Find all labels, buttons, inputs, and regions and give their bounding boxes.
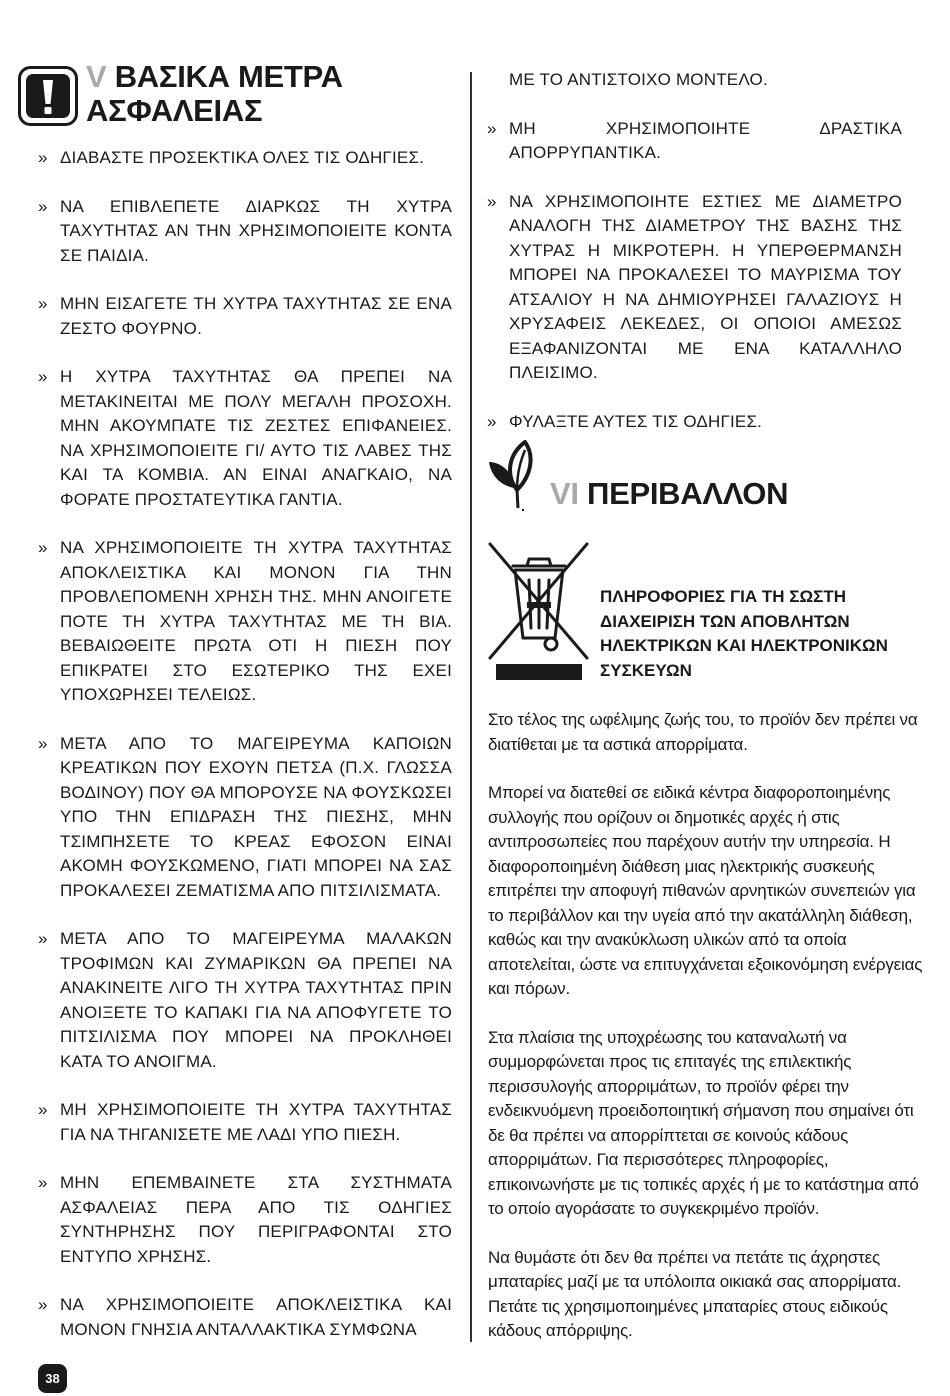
bullet-marker: » (38, 538, 48, 557)
bullet-item (38, 1171, 452, 1269)
bullet-text: Η ΧΥΤΡΑ ΤΑΧΥΤΗΤΑΣ ΘΑ ΠΡΕΠΕΙ ΝΑ ΜΕΤΑΚΙΝΕΙΤΑΙ ΜΕ ΠΟΛΥ ΜΕΓΑΛΗ ΠΡΟΣΟΧΗ. ΜΗΝ ΑΚΟΥΜΠΑΤΕ ΤΙΣ ΖΕΣΤΕΣ ΕΠΙΦΑΝΕΙΕΣ. ΝΑ ΧΡΗΣΙΜΟΠΟΙΕΙΤΕ ΓΙ/ ΑΥΤΟ ΤΙΣ ΛΑΒΕΣ ΤΗΣ ΚΑΙ ΤΑ ΚΟΜΒΙΑ. ΑΝ ΕΙΝΑΙ ΑΝΑΓΚΑΙΟ, ΝΑ ΦΟΡΑΤΕ ΠΡΟΣΤΑΤΕΥΤΙΚΑ ΓΑΝΤΙΑ. (60, 367, 452, 509)
bullet-item (38, 732, 452, 904)
bullet-item (38, 1293, 452, 1342)
bullet-item (487, 117, 902, 166)
bullet-text: ΦΥΛΑΞΤΕ ΑΥΤΕΣ ΤΙΣ ΟΔΗΓΙΕΣ. (509, 411, 763, 431)
bullet-text: ΜΗ ΧΡΗΣΙΜΟΠΟΙΗΤΕ ΔΡΑΣΤΙΚΑ ΑΠΟΡΡΥΠΑΝΤΙΚΑ. (509, 118, 902, 162)
warning-exclamation-icon (18, 66, 78, 126)
paragraph: Να θυμάστε ότι δεν θα πρέπει να πετάτε τις άχρηστες μπαταρίες μαζί με τα υπόλοιπα οικιακά σας απορρίματα. Πετάτε τις χρησιμοποιημένες μπαταρίες στους ειδικούς κάδους απόρριψης. (488, 1247, 902, 1340)
bullet-marker: » (487, 118, 497, 138)
column-divider (470, 72, 472, 1342)
paragraph: Στα πλαίσια της υποχρέωσης του καταναλωτή να συμμορφώνεται προς τις επιταγές της επιλεκτικής περισσυλογής απορριμάτων, το προϊόν φέρει την ενδεικνυόμενη προειδοποιητική σήμανση που σημαίνει ότι δε θα πρέπει να απορρίπτεται σε κοινούς κάδους απορριμάτων. Για περισσότερες πληροφορίες, επικοινωνήστε με τις τοπικές αρχές ή με το κατάστημα από το οποίο αγοράσατε το συγκεκριμένο προϊόν. (488, 1027, 919, 1218)
page-number: 38 (38, 1364, 67, 1393)
environment-text (488, 708, 933, 1368)
bullet-item (38, 195, 452, 269)
bullet-marker: » (38, 196, 48, 216)
bullet-marker: » (38, 929, 48, 948)
crossed-out-bin-icon (487, 540, 591, 682)
bullet-item (487, 190, 902, 386)
bullet-item (38, 365, 452, 512)
weee-heading: ΠΛΗΡΟΦΟΡΙΕΣ ΓΙΑ ΤΗ ΣΩΣΤΗ ΔΙΑΧΕΙΡΙΣΗ ΤΩΝ ΑΠΟΒΛΗΤΩΝ ΗΛΕΚΤΡΙΚΩΝ ΚΑΙ ΗΛΕΚΤΡΟΝΙΚΩΝ ΣΥΣΚΕΥΩΝ (600, 587, 888, 680)
bullet-marker: » (38, 733, 48, 753)
bullet-text: ΜΕΤΑ ΑΠΟ ΤΟ ΜΑΓΕΙΡΕΥΜΑ ΚΑΠΟΙΩΝ ΚΡΕΑΤΙΚΩΝ ΠΟΥ ΕΧΟΥΝ ΠΕΤΣΑ (Π.Χ. ΓΛΩΣΣΑ ΒΟΔΙΝΟΥ) ΠΟΥ ΘΑ ΜΠΟΡΟΥΣΕ ΝΑ ΦΟΥΣΚΩΣΕΙ ΥΠΟ ΤΗΝ ΕΠΙΔΡΑΣΗ ΤΗΣ ΠΙΕΣΗΣ, ΜΗΝ ΤΣΙΜΠΗΣΕΤΕ ΤΟ ΚΡΕΑΣ ΕΦΟΣΟΝ ΕΙΝΑΙ ΑΚΟΜΗ ΦΟΥΣΚΩΜΕΝΟ, ΓΙΑΤΙ ΜΠΟΡΕΙ ΝΑ ΣΑΣ ΠΡΟΚΑΛΕΣΕΙ ΖΕΜΑΤΙΣΜΑ ΑΠΟ ΠΙΤΣΙΛΙΣΜΑΤΑ. (60, 733, 452, 900)
bullet-item (38, 927, 452, 1074)
bullet-marker: » (38, 1295, 48, 1314)
bullet-text: ΝΑ ΧΡΗΣΙΜΟΠΟΙΗΤΕ ΕΣΤΙΕΣ ΜΕ ΔΙΑΜΕΤΡΟ ΑΝΑΛΟΓΗ ΤΗΣ ΔΙΑΜΕΤΡΟΥ ΤΗΣ ΒΑΣΗΣ ΤΗΣ ΧΥΤΡΑΣ Η ΜΙΚΡΟΤΕΡΗ. Η ΥΠΕΡΘΕΡΜΑΝΣΗ ΜΠΟΡΕΙ ΝΑ ΠΡΟΚΑΛΕΣΕΙ ΤΟ ΜΑΥΡΙΣΜΑ ΤΟΥ ΑΤΣΑΛΙΟΥ Η ΝΑ ΔΗΜΙΟΥΡΗΣΕΙ ΓΑΛΑΖΙΟΥΣ Η ΧΡΥΣΑΦΕΙΣ ΛΕΚΕΔΕΣ, ΟΙ ΟΠΟΙΟΙ ΑΜΕΣΩΣ ΕΞΑΦΑΝΙΖΟΝΤΑΙ ΜΕ ΕΝΑ ΚΑΤΑΛΛΗΛΟ ΠΛΕΙΣΙΜΟ. (509, 191, 902, 382)
section-number: VI (550, 476, 579, 511)
bullet-text: ΝΑ ΧΡΗΣΙΜΟΠΟΙΕΙΤΕ ΑΠΟΚΛΕΙΣΤΙΚΑ ΚΑΙ ΜΟΝΟΝ ΓΝΗΣΙΑ ΑΝΤΑΛΛΑΚΤΙΚΑ ΣΥΜΦΩΝΑ (60, 1295, 452, 1339)
paragraph: Μπορεί να διατεθεί σε ειδικά κέντρα διαφοροποιημένης συλλογής που ορίζουν οι δημοτικές αρχές ή στις αντιπροσωπείες που παρέχουν αυτήν την υπηρεσία. Η διαφοροποιημένη διάθεση μιας ηλεκτρικής συσκευής επιτρέπει την αποφυγή πιθανών αρνητικών συνεπειών για το περιβάλλον και την υγεία από την ακατάλληλη διάθεση, καθώς και την ανακύκλωση υλικών από τα οποία αποτελείται, ώστε να επιτυγχάνεται εξοικονόμηση ενέργειας και πόρων. (488, 783, 923, 998)
bullet-text: ΜΗΝ ΕΠΕΜΒΑΙΝΕΤΕ ΣΤΑ ΣΥΣΤΗΜΑΤΑ ΑΣΦΑΛΕΙΑΣ ΠΕΡΑ ΑΠΟ ΤΙΣ ΟΔΗΓΙΕΣ ΣΥΝΤΗΡΗΣΗΣ ΠΟΥ ΠΕΡΙΓΡΑΦΟΝΤΑΙ ΣΤΟ ΕΝΤΥΠΟ ΧΡΗΣΗΣ. (60, 1173, 452, 1266)
section-title-safety (86, 60, 466, 128)
section-title-environment (550, 476, 788, 512)
bullet-item (38, 536, 452, 708)
leaf-icon (487, 440, 547, 512)
section-title-line2: ΑΣΦΑΛΕΙΑΣ (86, 93, 263, 128)
bullet-marker: » (38, 1173, 48, 1192)
bullet-marker: » (38, 294, 48, 313)
bullet-item (38, 146, 452, 171)
bullet-marker: » (487, 411, 497, 431)
bullet-text: ΝΑ ΧΡΗΣΙΜΟΠΟΙΕΙΤΕ ΤΗ ΧΥΤΡΑ ΤΑΧΥΤΗΤΑΣ ΑΠΟΚΛΕΙΣΤΙΚΑ ΚΑΙ ΜΟΝΟΝ ΓΙΑ ΤΗΝ ΠΡΟΒΛΕΠΟΜΕΝΗ ΧΡΗΣΗ ΤΗΣ. ΜΗΝ ΑΝΟΙΓΕΤΕ ΠΟΤΕ ΤΗ ΧΥΤΡΑ ΤΑΧΥΤΗΤΑΣ ΜΕ ΤΗ ΒΙΑ. ΒΕΒΑΙΩΘΕΙΤΕ ΠΡΩΤΑ ΟΤΙ Η ΠΙΕΣΗ ΠΟΥ ΕΠΙΚΡΑΤΕΙ ΣΤΟ ΕΣΩΤΕΡΙΚΟ ΤΗΣ ΕΧΕΙ ΥΠΟΧΩΡΗΣΕΙ ΤΕΛΕΙΩΣ. (60, 538, 452, 704)
section-title-text: ΠΕΡΙΒΑΛΛΟΝ (587, 476, 789, 511)
bullet-item (38, 1098, 452, 1147)
bullet-marker: » (38, 1100, 48, 1119)
bullet-item (38, 292, 452, 341)
right-column (487, 68, 902, 458)
bullet-text: ΜΗ ΧΡΗΣΙΜΟΠΟΙΕΙΤΕ ΤΗ ΧΥΤΡΑ ΤΑΧΥΤΗΤΑΣ ΓΙΑ ΝΑ ΤΗΓΑΝΙΣΕΤΕ ΜΕ ΛΑΔΙ ΥΠΟ ΠΙΕΣΗ. (60, 1100, 452, 1144)
bullet-marker: » (487, 191, 497, 211)
bullet-marker: » (38, 148, 48, 167)
left-column (38, 146, 452, 1366)
bullet-continuation: ΜΕ ΤΟ ΑΝΤΙΣΤΟΙΧΟ ΜΟΝΤΕΛΟ. (509, 70, 768, 89)
section-title-line1: ΒΑΣΙΚΑ ΜΕΤΡΑ (114, 59, 343, 94)
section-number: V (86, 59, 107, 94)
bullet-marker: » (38, 367, 48, 386)
bullet-text: ΝΑ ΕΠΙΒΛΕΠΕΤΕ ΔΙΑΡΚΩΣ ΤΗ ΧΥΤΡΑ ΤΑΧΥΤΗΤΑΣ ΑΝ ΤΗΝ ΧΡΗΣΙΜΟΠΟΙΕΙΤΕ ΚΟΝΤΑ ΣΕ ΠΑΙΔΙΑ. (60, 196, 452, 265)
paragraph: Στο τέλος της ωφέλιμης ζωής του, το προϊόν δεν πρέπει να διατίθεται με τα αστικά απορρίματα. (488, 710, 918, 754)
bullet-text: ΔΙΑΒΑΣΤΕ ΠΡΟΣΕΚΤΙΚΑ ΟΛΕΣ ΤΙΣ ΟΔΗΓΙΕΣ. (60, 148, 425, 167)
bullet-item (487, 410, 902, 435)
bullet-text: ΜΕΤΑ ΑΠΟ ΤΟ ΜΑΓΕΙΡΕΥΜΑ ΜΑΛΑΚΩΝ ΤΡΟΦΙΜΩΝ ΚΑΙ ΖΥΜΑΡΙΚΩΝ ΘΑ ΠΡΕΠΕΙ ΝΑ ΑΝΑΚΙΝΕΙΤΕ ΛΙΓΟ ΤΗ ΧΥΤΡΑ ΤΑΧΥΤΗΤΑΣ ΠΡΙΝ ΑΝΟΙΞΕΤΕ ΤΟ ΚΑΠΑΚΙ ΓΙΑ ΝΑ ΑΠΟΦΥΓΕΤΕ ΤΟ ΠΙΤΣΙΛΙΣΜΑ ΠΟΥ ΜΠΟΡΕΙ ΝΑ ΠΡΟΚΛΗΘΕΙ ΚΑΤΑ ΤΟ ΑΝΟΙΓΜΑ. (60, 929, 452, 1071)
bullet-text: ΜΗΝ ΕΙΣΑΓΕΤΕ ΤΗ ΧΥΤΡΑ ΤΑΧΥΤΗΤΑΣ ΣΕ ΕΝΑ ΖΕΣΤΟ ΦΟΥΡΝΟ. (60, 294, 452, 338)
